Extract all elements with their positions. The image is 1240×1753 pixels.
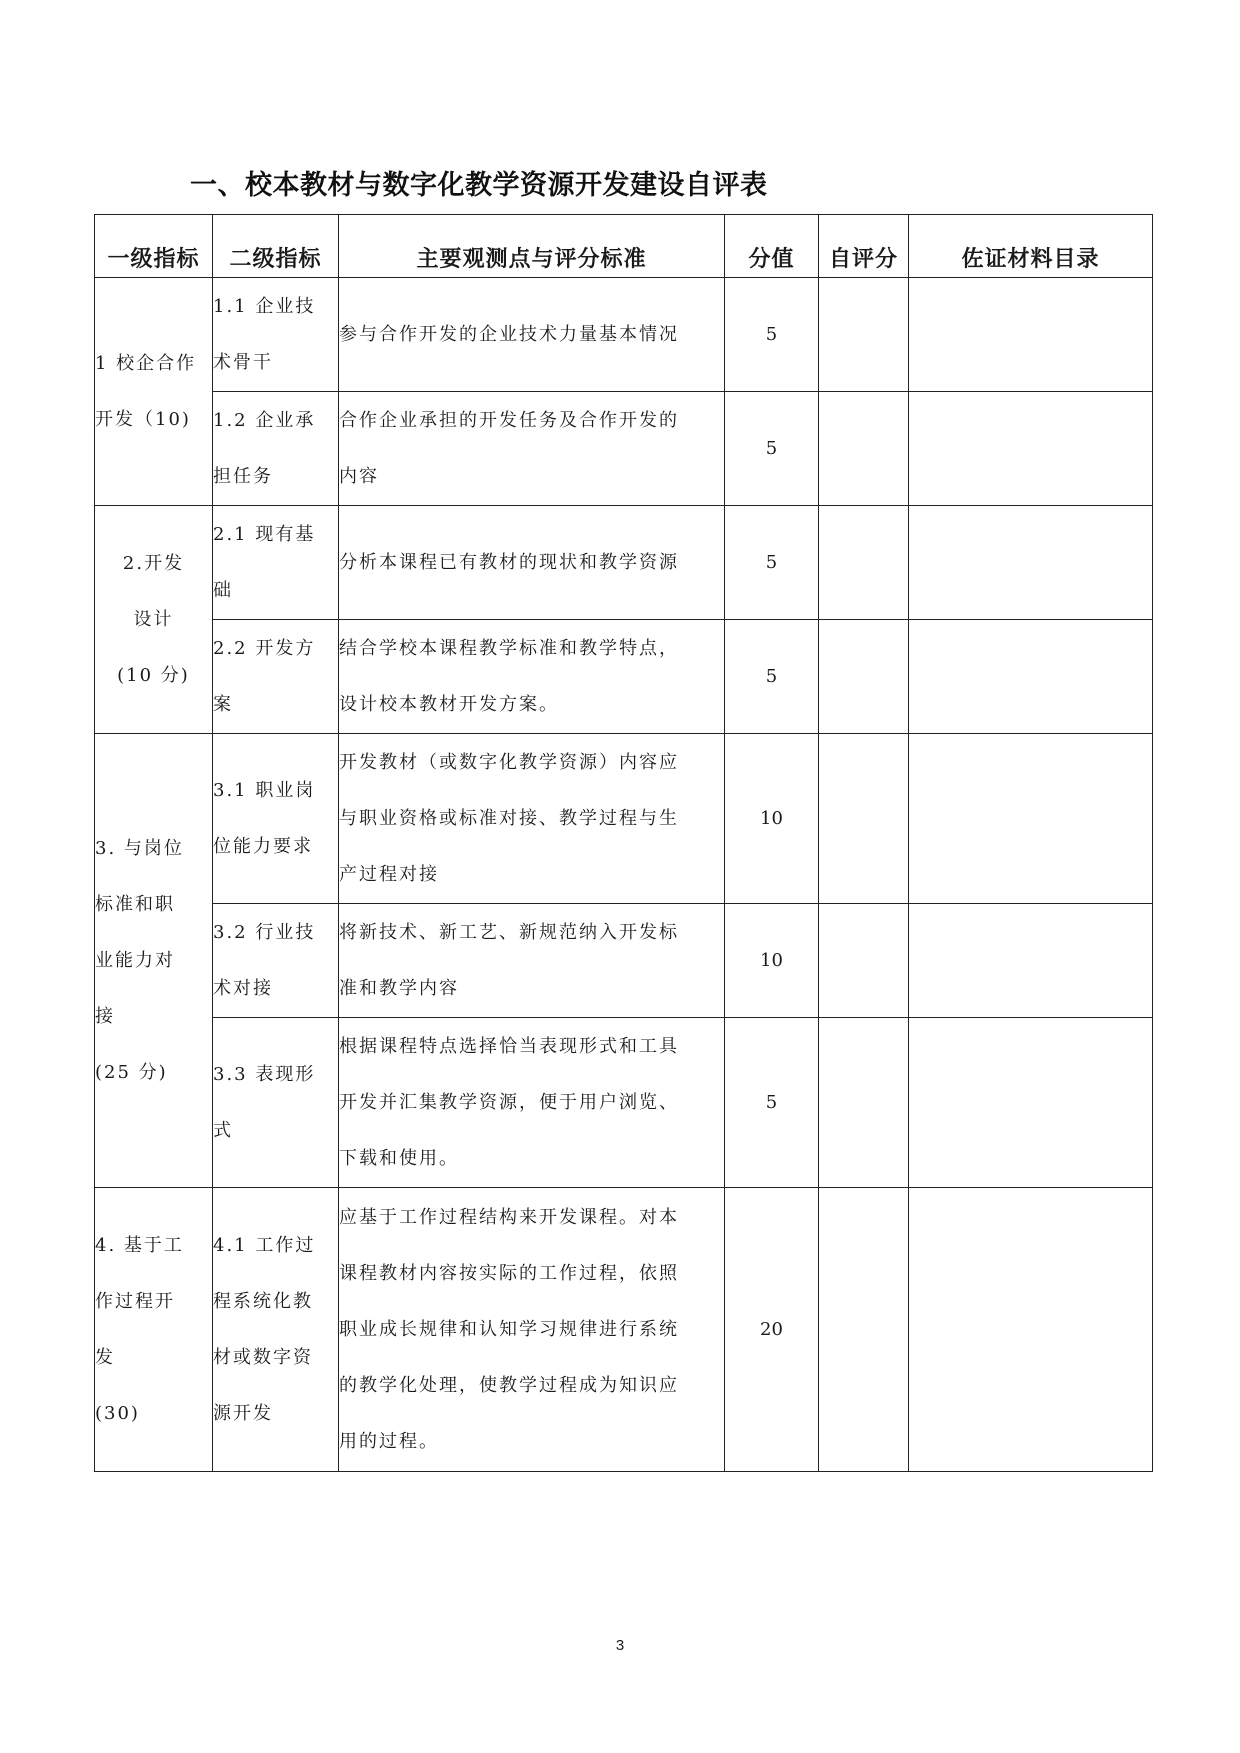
table-row — [95, 620, 1153, 734]
text-line: 式 — [213, 1119, 233, 1141]
evaluation-table — [94, 214, 1153, 1472]
level2-indicator — [213, 1018, 339, 1188]
text-line: 3. 与岗位 — [95, 837, 184, 859]
table-header-row — [95, 215, 1153, 278]
level2-indicator — [213, 392, 339, 506]
text-line: 源开发 — [213, 1402, 273, 1424]
text-line: 设计校本教材开发方案。 — [339, 693, 559, 715]
text-line: 开发教材（或数字化教学资源）内容应 — [339, 751, 679, 773]
level1-indicator — [95, 1188, 213, 1472]
self-score-cell[interactable] — [819, 1018, 909, 1188]
header-level1: 一级指标 — [95, 215, 213, 278]
level1-indicator — [95, 734, 213, 1188]
evidence-cell[interactable] — [909, 278, 1153, 392]
text-line: 程系统化教 — [213, 1290, 313, 1312]
text-line: 1 校企合作 — [95, 352, 197, 374]
self-score-cell[interactable] — [819, 620, 909, 734]
self-score-cell[interactable] — [819, 1188, 909, 1472]
level1-indicator — [95, 278, 213, 506]
level2-indicator — [213, 620, 339, 734]
text-line: 与职业资格或标准对接、教学过程与生 — [339, 807, 679, 829]
header-evidence: 佐证材料目录 — [909, 215, 1153, 278]
text-line: 2.开发 — [122, 552, 185, 574]
text-line: 开发并汇集教学资源，便于用户浏览、 — [339, 1091, 679, 1113]
header-level2: 二级指标 — [213, 215, 339, 278]
table-row — [95, 278, 1153, 392]
level2-indicator — [213, 1188, 339, 1472]
score-value: 5 — [725, 1018, 819, 1188]
table-row — [95, 1188, 1153, 1472]
score-value: 20 — [725, 1188, 819, 1472]
text-line: 接 — [95, 1005, 115, 1027]
criteria-cell — [339, 620, 725, 734]
evidence-cell[interactable] — [909, 1188, 1153, 1472]
text-line: 材或数字资 — [213, 1346, 313, 1368]
header-criteria: 主要观测点与评分标准 — [339, 215, 725, 278]
table-row — [95, 392, 1153, 506]
text-line: 3.2 行业技 — [213, 921, 316, 943]
score-value: 10 — [725, 734, 819, 904]
page-title: 一、校本教材与数字化教学资源开发建设自评表 — [190, 170, 768, 201]
score-value: 5 — [725, 620, 819, 734]
text-line: 的教学化处理，使教学过程成为知识应 — [339, 1374, 679, 1396]
text-line: 参与合作开发的企业技术力量基本情况 — [339, 323, 679, 345]
text-line: 设计 — [133, 608, 174, 630]
self-score-cell[interactable] — [819, 278, 909, 392]
evidence-cell[interactable] — [909, 734, 1153, 904]
evidence-cell[interactable] — [909, 506, 1153, 620]
text-line: 根据课程特点选择恰当表现形式和工具 — [339, 1035, 679, 1057]
text-line: 术对接 — [213, 977, 273, 999]
text-line: 合作企业承担的开发任务及合作开发的 — [339, 409, 679, 431]
criteria-cell — [339, 904, 725, 1018]
text-line: 标准和职 — [95, 893, 175, 915]
self-score-cell[interactable] — [819, 506, 909, 620]
text-line: 开发（10) — [95, 408, 191, 430]
table-row — [95, 506, 1153, 620]
text-line: 作过程开 — [95, 1290, 175, 1312]
text-line: 职业成长规律和认知学习规律进行系统 — [339, 1318, 679, 1340]
text-line: 结合学校本课程教学标准和教学特点， — [339, 637, 679, 659]
text-line: 术骨干 — [213, 351, 273, 373]
header-self-score: 自评分 — [819, 215, 909, 278]
level2-indicator — [213, 734, 339, 904]
evidence-cell[interactable] — [909, 904, 1153, 1018]
criteria-cell — [339, 278, 725, 392]
text-line: 产过程对接 — [339, 863, 439, 885]
text-line: 课程教材内容按实际的工作过程，依照 — [339, 1262, 679, 1284]
text-line: 应基于工作过程结构来开发课程。对本 — [339, 1206, 679, 1228]
text-line: 准和教学内容 — [339, 977, 459, 999]
evidence-cell[interactable] — [909, 392, 1153, 506]
header-score: 分值 — [725, 215, 819, 278]
level2-indicator — [213, 506, 339, 620]
page-number: 3 — [615, 1637, 625, 1654]
score-value: 5 — [725, 506, 819, 620]
text-line: 分析本课程已有教材的现状和教学资源 — [339, 551, 679, 573]
criteria-cell — [339, 506, 725, 620]
text-line: (25 分) — [95, 1061, 168, 1083]
text-line: (30) — [95, 1402, 140, 1424]
text-line: (10 分) — [117, 664, 190, 686]
text-line: 4.1 工作过 — [213, 1234, 316, 1256]
score-value: 5 — [725, 278, 819, 392]
text-line: 担任务 — [213, 465, 273, 487]
criteria-cell — [339, 392, 725, 506]
table-row — [95, 904, 1153, 1018]
text-line: 用的过程。 — [339, 1430, 439, 1452]
score-value: 5 — [725, 392, 819, 506]
text-line: 业能力对 — [95, 949, 175, 971]
level1-indicator — [95, 506, 213, 734]
text-line: 内容 — [339, 465, 379, 487]
table-row — [95, 734, 1153, 904]
text-line: 位能力要求 — [213, 835, 313, 857]
text-line: 2.2 开发方 — [213, 637, 316, 659]
criteria-cell — [339, 734, 725, 904]
self-score-cell[interactable] — [819, 734, 909, 904]
text-line: 础 — [213, 579, 233, 601]
text-line: 3.1 职业岗 — [213, 779, 316, 801]
level2-indicator — [213, 278, 339, 392]
text-line: 1.2 企业承 — [213, 409, 316, 431]
text-line: 2.1 现有基 — [213, 523, 316, 545]
text-line: 案 — [213, 693, 233, 715]
text-line: 3.3 表现形 — [213, 1063, 316, 1085]
self-score-cell[interactable] — [819, 392, 909, 506]
criteria-cell — [339, 1188, 725, 1472]
level2-indicator — [213, 904, 339, 1018]
score-value: 10 — [725, 904, 819, 1018]
self-score-cell[interactable] — [819, 904, 909, 1018]
evidence-cell[interactable] — [909, 1018, 1153, 1188]
table-body — [95, 278, 1153, 1472]
criteria-cell — [339, 1018, 725, 1188]
text-line: 4. 基于工 — [95, 1234, 184, 1256]
table-row — [95, 1018, 1153, 1188]
evidence-cell[interactable] — [909, 620, 1153, 734]
text-line: 1.1 企业技 — [213, 295, 316, 317]
text-line: 发 — [95, 1346, 115, 1368]
text-line: 将新技术、新工艺、新规范纳入开发标 — [339, 921, 679, 943]
text-line: 下载和使用。 — [339, 1147, 459, 1169]
